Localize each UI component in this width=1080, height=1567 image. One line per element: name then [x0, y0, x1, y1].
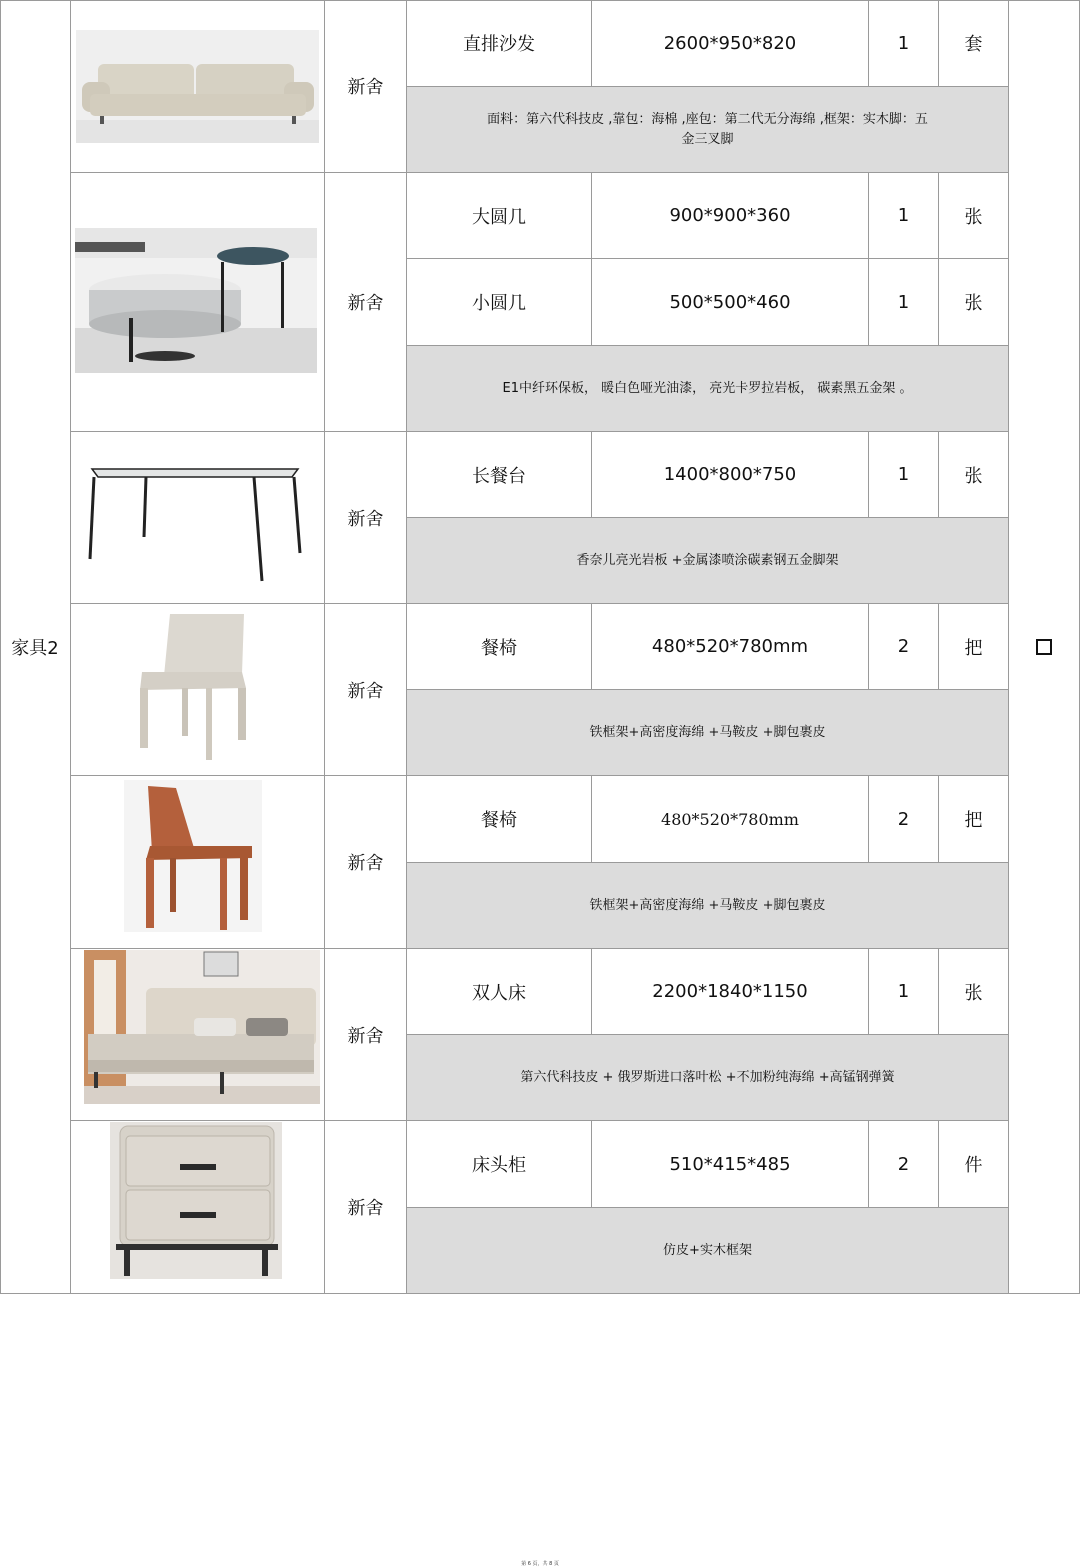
product-name-cell — [407, 1121, 592, 1208]
description-cell — [407, 1208, 1009, 1294]
brand-label: 新舍 — [347, 1025, 384, 1047]
size-cell — [592, 0, 869, 87]
size-cell — [592, 432, 869, 518]
unit-cell — [939, 604, 1009, 690]
qty-cell — [869, 432, 939, 518]
product-name: 小圆几 — [472, 293, 526, 314]
nightstand-image — [110, 1122, 282, 1279]
brand-label: 新舍 — [347, 1198, 384, 1219]
unit-cell — [939, 259, 1009, 346]
product-unit: 把 — [964, 637, 983, 659]
unit-cell — [939, 0, 1009, 87]
bed-image — [84, 950, 320, 1104]
product-size: 1400*800*750 — [663, 464, 797, 485]
product-size: 480*520*780mm — [661, 809, 799, 829]
size-cell — [592, 173, 869, 259]
product-description: 香奈儿亮光岩板 +金属漆喷涂碳素钢五金脚架 — [576, 552, 839, 568]
page-footer: 第 6 页，共 8 页 — [521, 1561, 559, 1567]
brand-cell — [325, 1121, 407, 1294]
product-qty: 2 — [897, 636, 910, 657]
product-size: 500*500*460 — [669, 291, 791, 313]
product-name: 直排沙发 — [463, 34, 535, 55]
product-qty: 1 — [897, 32, 910, 54]
product-unit: 把 — [964, 810, 983, 831]
beige-chair-image — [134, 610, 252, 764]
product-name-cell — [407, 259, 592, 346]
description-cell — [407, 863, 1009, 949]
product-name: 大圆几 — [472, 206, 526, 228]
qty-cell — [869, 1121, 939, 1208]
description-cell — [407, 1035, 1009, 1121]
qty-cell — [869, 604, 939, 690]
product-qty: 1 — [897, 981, 910, 1002]
product-qty: 1 — [897, 205, 910, 226]
brand-cell — [325, 0, 407, 173]
unit-cell — [939, 1121, 1009, 1208]
product-unit: 张 — [964, 293, 983, 314]
product-name-cell — [407, 604, 592, 690]
size-cell — [592, 776, 869, 863]
qty-cell — [869, 949, 939, 1035]
brand-label: 新舍 — [347, 680, 384, 702]
brown-chair-image — [124, 780, 262, 932]
product-size: 2200*1840*1150 — [652, 981, 808, 1002]
product-name: 床头柜 — [472, 1155, 526, 1176]
product-unit: 套 — [964, 34, 983, 55]
product-description: 面料：第六代科技皮 ,靠包：海棉 ,座包：第二代无分海绵 ,框架：实木脚：五金三叉脚 — [487, 111, 928, 147]
product-size: 510*415*485 — [669, 1153, 791, 1175]
coffee-table-image — [75, 228, 317, 373]
product-name: 餐椅 — [481, 637, 517, 659]
brand-cell — [325, 604, 407, 776]
check-cell — [1009, 0, 1080, 1294]
product-unit: 张 — [964, 982, 983, 1004]
product-name-cell — [407, 776, 592, 863]
unit-cell — [939, 173, 1009, 259]
product-size: 900*900*360 — [669, 205, 791, 226]
qty-cell — [869, 259, 939, 346]
brand-cell — [325, 776, 407, 949]
product-unit: 件 — [964, 1155, 983, 1176]
unit-cell — [939, 776, 1009, 863]
size-cell — [592, 949, 869, 1035]
product-description: 铁框架+高密度海绵 +马鞍皮 +脚包裹皮 — [589, 897, 826, 913]
size-cell — [592, 1121, 869, 1208]
product-qty: 2 — [897, 808, 910, 830]
product-qty: 1 — [897, 291, 910, 313]
category-label: 家具2 — [11, 637, 59, 659]
product-qty: 2 — [897, 1153, 910, 1175]
product-unit: 张 — [964, 465, 983, 487]
description-cell — [407, 87, 1009, 173]
product-qty: 1 — [897, 464, 910, 485]
unit-cell — [939, 949, 1009, 1035]
product-description: 铁框架+高密度海绵 +马鞍皮 +脚包裹皮 — [589, 724, 826, 740]
unit-cell — [939, 432, 1009, 518]
brand-label: 新舍 — [347, 853, 384, 874]
product-description: 第六代科技皮 + 俄罗斯进口落叶松 +不加粉纯海绵 +高锰钢弹簧 — [520, 1069, 895, 1085]
product-name-cell — [407, 173, 592, 259]
qty-cell — [869, 173, 939, 259]
brand-label: 新舍 — [347, 293, 384, 314]
product-name-cell — [407, 0, 592, 87]
size-cell — [592, 604, 869, 690]
brand-cell — [325, 173, 407, 432]
dining-table-image — [86, 455, 306, 583]
brand-cell — [325, 432, 407, 604]
product-size: 480*520*780mm — [651, 636, 809, 657]
size-cell — [592, 259, 869, 346]
qty-cell — [869, 776, 939, 863]
product-unit: 张 — [964, 206, 983, 228]
description-cell — [407, 690, 1009, 776]
description-cell — [407, 346, 1009, 432]
brand-cell — [325, 949, 407, 1121]
product-name: 长餐台 — [472, 465, 526, 487]
description-cell — [407, 518, 1009, 604]
product-description: E1中纤环保板， 暖白色哑光油漆， 亮光卡罗拉岩板， 碳素黑五金架 。 — [502, 380, 913, 396]
select-checkbox[interactable] — [1036, 639, 1052, 655]
product-name: 餐椅 — [481, 810, 517, 831]
sofa-image — [76, 30, 319, 143]
product-name-cell — [407, 432, 592, 518]
product-name-cell — [407, 949, 592, 1035]
product-size: 2600*950*820 — [663, 32, 797, 54]
product-description: 仿皮+实木框架 — [663, 1242, 752, 1258]
qty-cell — [869, 0, 939, 87]
product-name: 双人床 — [472, 982, 526, 1004]
brand-label: 新舍 — [347, 77, 384, 98]
brand-label: 新舍 — [347, 508, 384, 530]
category-cell — [0, 0, 71, 1294]
